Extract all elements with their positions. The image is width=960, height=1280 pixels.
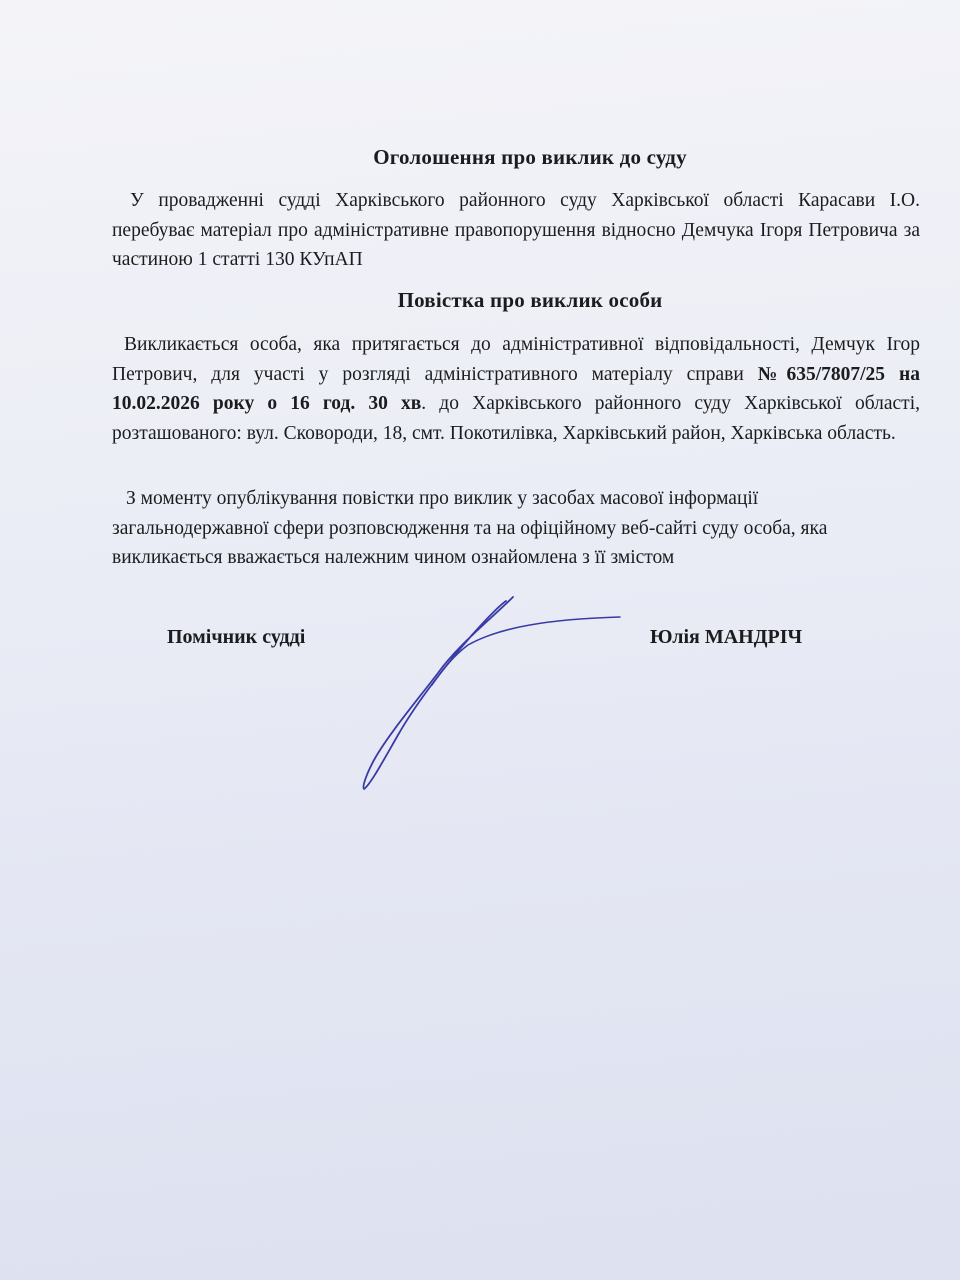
summons-location: . до Харківського районного суду Харківської області, розташованого: вул. Сковороди, 18, смт. Покотилівка, Харківський район, Харківська область. <box>112 393 920 444</box>
summons-case-details: №635/7807/25 на 10.02.2026 року о 16 год. 30 хв <box>112 363 920 414</box>
summons-intro: Викликається особа, яка притягається до адміністративної відповідальності, Демчук Ігор Петрович, для участі у розгляді адміністративного матеріалу справи <box>112 334 920 385</box>
handwritten-signature <box>340 585 660 800</box>
signature-stroke-main <box>363 597 513 789</box>
summons-title: Повістка про виклик особи <box>397 288 663 312</box>
signatory-title: Помічник судді <box>167 626 306 648</box>
signature-stroke-tail <box>432 617 620 685</box>
announcement-title: Оголошення про виклик до суду <box>373 145 687 169</box>
announcement-paragraph: У провадженні судді Харківського районного суду Харківської області Карасави І.О. перебуває матеріал про адміністративне правопорушення відносно Демчука Ігоря Петровича за частиною 1 статті 130 КУпАП <box>112 190 920 270</box>
summons-paragraph <box>112 330 920 448</box>
signatory-name: Юлія МАНДРІЧ <box>650 626 803 648</box>
publication-notice: З моменту опублікування повістки про виклик у засобах масової інформації загальнодержавної сфери розповсюдження та на офіційному веб-сайті суду особа, яка викликається вважається належним чином ознайомлена з її змістом <box>112 488 828 568</box>
